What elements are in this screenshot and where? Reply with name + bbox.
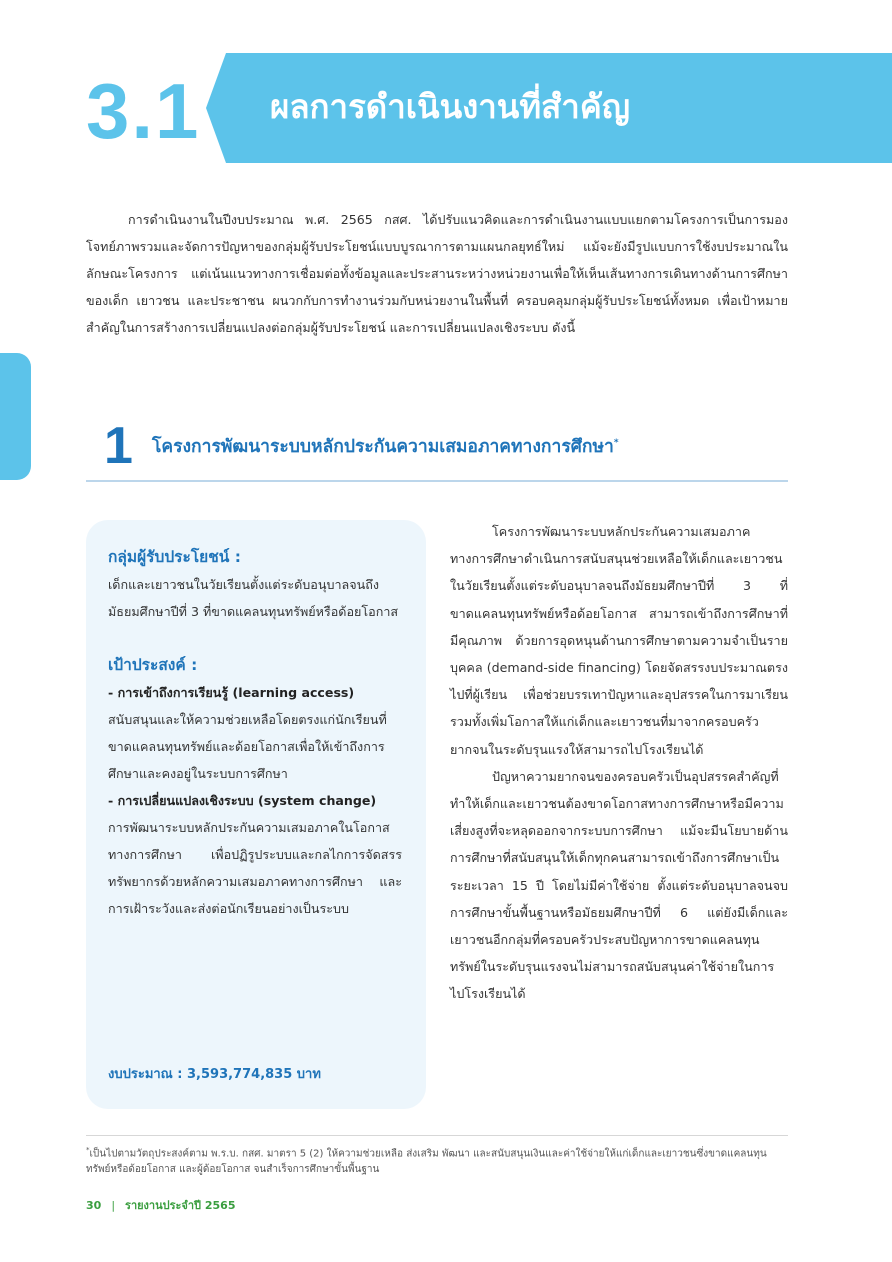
project-footnote-mark: * xyxy=(613,438,619,449)
objectives-heading: เป้าประสงค์ : xyxy=(108,656,198,674)
report-title: รายงานประจำปี 2565 xyxy=(125,1199,236,1212)
objective-2-title: - การเปลี่ยนแปลงเชิงระบบ (system change) xyxy=(108,793,377,808)
project-title xyxy=(152,432,619,460)
footnote xyxy=(86,1142,788,1178)
footnote-divider xyxy=(86,1135,788,1136)
beneficiaries-text: เด็กและเยาวชนในวัยเรียนตั้งแต่ระดับอนุบาลจนถึงมัธยมศึกษาปีที่ 3 ที่ขาดแคลนทุนทรัพย์หรือด้อยโอกาส xyxy=(108,577,399,619)
intro-section xyxy=(86,206,788,341)
footnote-text: เป็นไปตามวัตถุประสงค์ตาม พ.ร.บ. กสศ. มาตรา 5 (2) ให้ความช่วยเหลือ ส่งเสริม พัฒนา และสนับสนุนเงินและค่าใช้จ่ายให้แก่เด็กและเยาวชนซึ่งขาดแคลนทุนทรัพย์หรือด้อยโอกาส และผู้ด้อยโอกาส จนสำเร็จการศึกษาขั้นพื้นฐาน xyxy=(86,1148,767,1176)
objective-2-text: การพัฒนาระบบหลักประกันความเสมอภาคในโอกาสทางการศึกษา เพื่อปฏิรูประบบและกลไกการจัดสรรทรัพยากรด้วยหลักความเสมอภาคทางการศึกษา และการเฝ้าระวังและส่งต่อนักเรียนอย่างเป็นระบบ xyxy=(108,820,402,916)
summary-panel-content xyxy=(108,544,402,922)
footer-separator: | xyxy=(111,1199,116,1212)
page-number: 30 xyxy=(86,1199,102,1212)
side-tab-marker xyxy=(0,353,31,480)
footnote-mark: * xyxy=(86,1146,90,1154)
budget-amount: งบประมาณ : 3,593,774,835 บาท xyxy=(108,1067,321,1082)
project-title-text: โครงการพัฒนาระบบหลักประกันความเสมอภาคทางการศึกษา xyxy=(152,437,614,457)
summary-panel xyxy=(86,520,426,1109)
chapter-banner xyxy=(206,53,892,163)
page-footer xyxy=(86,1196,235,1214)
project-number: 1 xyxy=(104,417,133,475)
intro-paragraph: การดำเนินงานในปีงบประมาณ พ.ศ. 2565 กสศ. ได้ปรับแนวคิดและการดำเนินงานแบบแยกตามโครงการเป็นการมองโจทย์ภาพรวมและจัดการปัญหาของกลุ่มผู้รับประโยชน์แบบบูรณาการตามแผนกลยุทธ์ใหม่ แม้จะยังมีรูปแบบการใช้งบประมาณในลักษณะโครงการ แต่เน้นแนวทางการเชื่อมต่อทั้งข้อมูลและประสานระหว่างหน่วยงานเพื่อให้เห็นเส้นทางการเดินทางด้านการศึกษาของเด็ก เยาวชน และประชาชน ผนวกกับการทำงานร่วมกับหน่วยงานในพื้นที่ ครอบคลุมกลุ่มผู้รับประโยชน์ทั้งหมด เพื่อเป้าหมายสำคัญในการสร้างการเปลี่ยนแปลงต่อกลุ่มผู้รับประโยชน์ และการเปลี่ยนแปลงเชิงระบบ ดังนี้ xyxy=(86,212,788,335)
section-divider xyxy=(86,480,788,482)
objective-1-title: - การเข้าถึงการเรียนรู้ (learning access) xyxy=(108,685,355,700)
project-description xyxy=(450,518,788,1008)
description-paragraph-2: ปัญหาความยากจนของครอบครัวเป็นอุปสรรคสำคัญที่ทำให้เด็กและเยาวชนต้องขาดโอกาสทางการศึกษาหรือมีความเสี่ยงสูงที่จะหลุดออกจากระบบการศึกษา แม้จะมีนโยบายด้านการศึกษาที่สนับสนุนให้เด็กทุกคนสามารถเข้าถึงการศึกษาเป็นระยะเวลา 15 ปี โดยไม่มีค่าใช้จ่าย ตั้งแต่ระดับอนุบาลจนจบการศึกษาขั้นพื้นฐานหรือมัธยมศึกษาปีที่ 6 แต่ยังมีเด็กและเยาวชนอีกกลุ่มที่ครอบครัวประสบปัญหาการขาดแคลนทุนทรัพย์ในระดับรุนแรงจนไม่สามารถสนับสนุนค่าใช้จ่ายในการไปโรงเรียนได้ xyxy=(450,768,788,1002)
chapter-title: ผลการดำเนินงานที่สำคัญ xyxy=(270,87,630,126)
objective-1-text: สนับสนุนและให้ความช่วยเหลือโดยตรงแก่นักเรียนที่ขาดแคลนทุนทรัพย์และด้อยโอกาสเพื่อให้เข้าถึงการศึกษาและคงอยู่ในระบบการศึกษา xyxy=(108,712,387,781)
chapter-number: 3.1 xyxy=(86,67,201,155)
beneficiaries-heading: กลุ่มผู้รับประโยชน์ : xyxy=(108,548,241,566)
description-paragraph-1: โครงการพัฒนาระบบหลักประกันความเสมอภาคทางการศึกษาดำเนินการสนับสนุนช่วยเหลือให้เด็กและเยาวชนในวัยเรียนตั้งแต่ระดับอนุบาลจนถึงมัธยมศึกษาปีที่ 3 ที่ขาดแคลนทุนทรัพย์หรือด้อยโอกาส สามารถเข้าถึงการศึกษาที่มีคุณภาพ ด้วยการอุดหนุนด้านการศึกษาตามความจำเป็นรายบุคคล (demand-side financing) โดยจัดสรรงบประมาณตรงไปที่ผู้เรียน เพื่อช่วยบรรเทาปัญหาและอุปสรรคในการมาเรียน รวมทั้งเพิ่มโอกาสให้แก่เด็กและเยาวชนที่มาจากครอบครัวยากจนในระดับรุนแรงให้สามารถไปโรงเรียนได้ xyxy=(450,524,788,757)
